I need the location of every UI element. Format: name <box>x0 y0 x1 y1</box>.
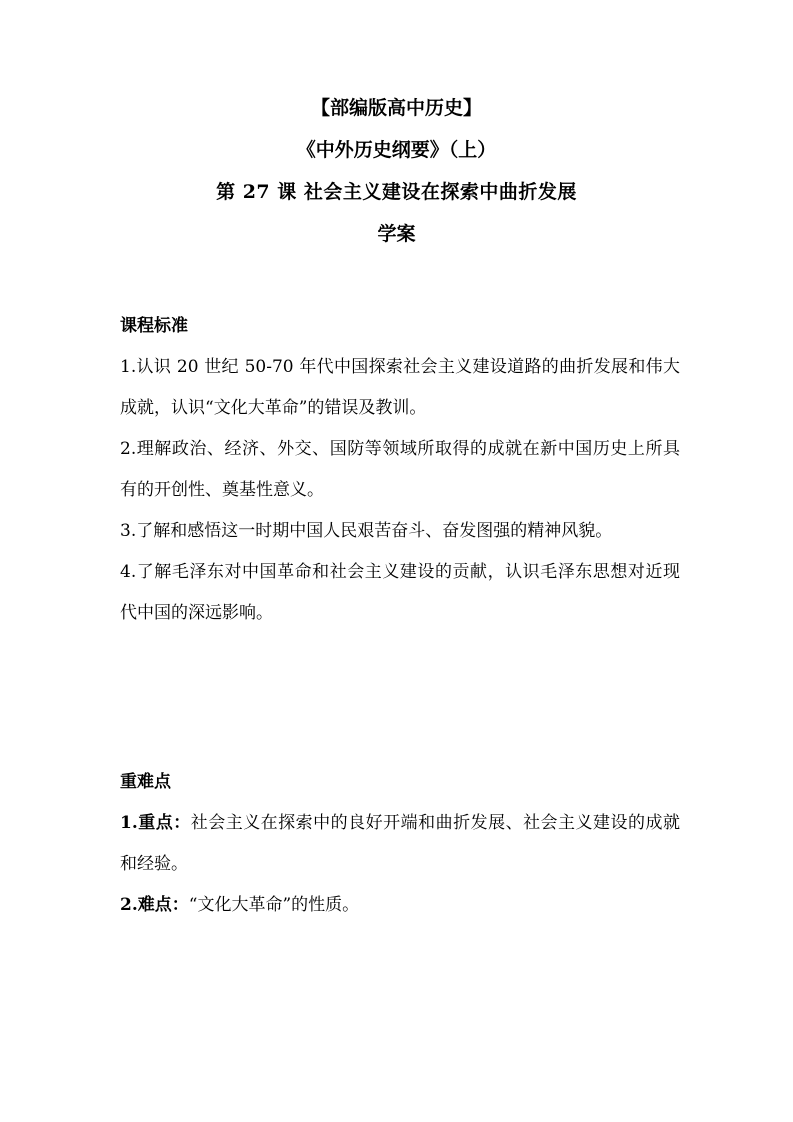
standard-item-2: 2.理解政治、经济、外交、国防等领域所取得的成就在新中国历史上所具有的开创性、奠基性意义。 <box>120 439 680 500</box>
difficult-point-text: “文化大革命”的性质。 <box>188 895 360 915</box>
key-points-section <box>120 762 680 926</box>
course-standards-section <box>120 306 680 634</box>
book-title: 《中外历史纲要》（上） <box>296 139 497 161</box>
document-header <box>0 98 793 266</box>
document-type-title: 学案 <box>377 223 416 245</box>
series-title: 【部编版高中历史】 <box>310 97 482 119</box>
standard-item-4: 4.了解毛泽东对中国革命和社会主义建设的贡献，认识毛泽东思想对近现代中国的深远影响。 <box>120 562 680 623</box>
key-point-text: 社会主义在探索中的良好开端和曲折发展、社会主义建设的成就和经验。 <box>120 813 680 874</box>
key-point-item <box>120 803 680 885</box>
standard-item-1: 1.认识 20 世纪 50-70 年代中国探索社会主义建设道路的曲折发展和伟大成就，认识“文化大革命”的错误及教训。 <box>120 357 680 418</box>
section-heading: 课程标准 <box>120 316 188 336</box>
difficult-point-item <box>120 885 680 926</box>
difficult-point-lead: 2.难点： <box>120 895 189 915</box>
key-point-lead: 1.重点： <box>120 813 191 833</box>
lesson-title: 第 27 课 社会主义建设在探索中曲折发展 <box>216 181 577 203</box>
section-heading: 重难点 <box>120 772 171 792</box>
standard-item-3: 3.了解和感悟这一时期中国人民艰苦奋斗、奋发图强的精神风貌。 <box>120 521 613 541</box>
